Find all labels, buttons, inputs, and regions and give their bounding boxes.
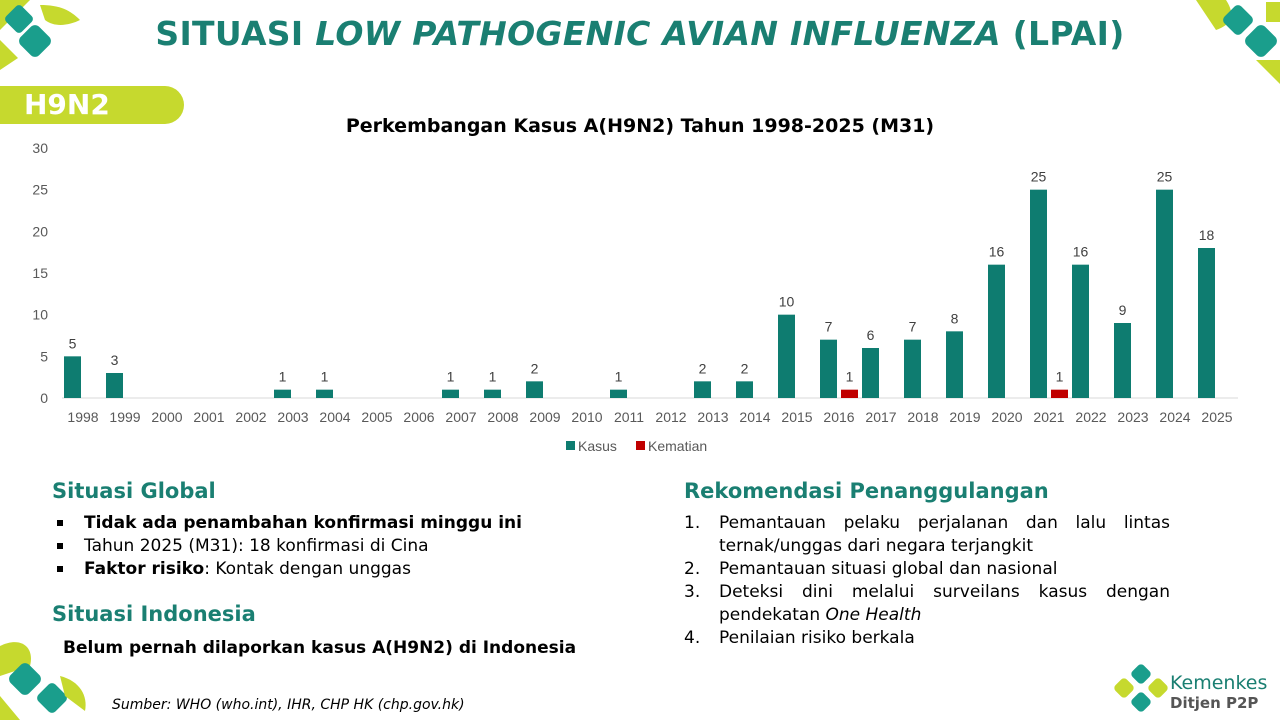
bar-kasus — [694, 381, 711, 398]
data-label: 3 — [110, 352, 119, 368]
logo-name: Kemenkes — [1170, 672, 1268, 694]
chart-title: Perkembangan Kasus A(H9N2) Tahun 1998-2025 (M31) — [345, 115, 935, 137]
data-label: 8 — [950, 310, 959, 327]
y-tick-label: 5 — [40, 348, 48, 365]
data-label: 1 — [446, 368, 455, 385]
x-tick-label: 2013 — [697, 409, 729, 425]
page-title: SITUASI LOW PATHOGENIC AVIAN INFLUENZA (LPAI) — [155, 14, 1125, 53]
bar-kasus — [442, 390, 459, 398]
y-tick-label: 30 — [32, 140, 48, 156]
x-tick-label: 2022 — [1075, 409, 1107, 425]
data-label: 1 — [278, 368, 287, 385]
data-label: 10 — [778, 293, 795, 310]
bar-kasus — [1030, 190, 1047, 398]
y-tick-label: 0 — [40, 390, 48, 406]
data-label: 18 — [1198, 227, 1215, 243]
recommendation-list — [684, 512, 1170, 650]
x-tick-label: 2012 — [655, 409, 687, 425]
x-tick-label: 2004 — [319, 409, 351, 425]
data-label: 1 — [488, 368, 497, 385]
x-tick-label: 2011 — [613, 409, 645, 425]
bar-kasus — [946, 331, 963, 398]
x-tick-label: 2024 — [1159, 409, 1191, 425]
legend-swatch-kasus — [566, 441, 575, 450]
data-label: 2 — [530, 360, 539, 377]
bar-kasus — [778, 315, 795, 398]
x-tick-label: 2014 — [739, 409, 771, 425]
bar-chart — [0, 130, 1280, 465]
legend-swatch-kematian — [636, 441, 645, 450]
recommendation-item-2: 2. Pemantauan situasi global dan nasional — [684, 559, 1058, 579]
recommendation-item-3: 3. Deteksi dini melalui surveilans kasus dengan pendekatan One Health — [684, 582, 1170, 625]
bar-kasus — [1114, 323, 1131, 398]
data-label: 9 — [1118, 302, 1127, 318]
recommendation-heading: Rekomendasi Penanggulangan — [684, 479, 1049, 503]
x-tick-label: 2002 — [235, 409, 267, 425]
data-label: 25 — [1030, 168, 1047, 185]
data-label: 1 — [320, 368, 329, 385]
x-tick-label: 2010 — [571, 409, 603, 425]
global-list — [54, 512, 614, 581]
logo-sub: Ditjen P2P — [1170, 694, 1259, 712]
x-tick-label: 2025 — [1201, 409, 1233, 425]
bar-kematian — [841, 390, 858, 398]
data-label: 2 — [698, 360, 707, 377]
x-tick-label: 2001 — [193, 409, 225, 425]
bar-kasus — [316, 390, 333, 398]
bar-kematian — [1051, 390, 1068, 398]
bar-kasus — [1156, 190, 1173, 398]
x-tick-label: 2008 — [487, 409, 519, 425]
x-tick-label: 2003 — [277, 409, 309, 425]
bar-kasus — [820, 340, 837, 398]
bar-kasus — [610, 390, 627, 398]
bar-kasus — [904, 340, 921, 398]
data-label: 6 — [866, 327, 875, 343]
y-tick-label: 20 — [32, 223, 48, 240]
data-label: 7 — [908, 318, 917, 335]
bar-kasus — [1072, 265, 1089, 398]
recommendation-item-1: 1. Pemantauan pelaku perjalanan dan lalu lintas ternak/unggas dari negara terjangkit — [684, 513, 1170, 556]
indonesia-text: Belum pernah dilaporkan kasus A(H9N2) di Indonesia — [63, 638, 577, 658]
global-item-3: Faktor risiko: Kontak dengan unggas — [54, 558, 614, 581]
data-label: 5 — [68, 335, 77, 352]
bar-kasus — [526, 381, 543, 398]
subtype-tag-label: H9N2 — [24, 88, 110, 121]
bar-kasus — [1198, 248, 1215, 398]
data-label: 7 — [824, 318, 833, 335]
x-tick-label: 2015 — [781, 409, 813, 425]
x-tick-label: 2018 — [907, 409, 939, 425]
y-tick-label: 25 — [32, 181, 48, 198]
data-label: 25 — [1156, 168, 1173, 185]
x-tick-label: 2019 — [949, 409, 981, 425]
legend-label-kematian: Kematian — [648, 438, 708, 454]
recommendation-item-4: 4. Penilaian risiko berkala — [684, 628, 915, 648]
y-tick-label: 10 — [32, 306, 48, 323]
x-tick-label: 1999 — [109, 409, 141, 425]
x-tick-label: 2020 — [991, 409, 1023, 425]
x-tick-label: 2016 — [823, 409, 855, 425]
data-label: 1 — [1055, 368, 1064, 385]
bar-kasus — [274, 390, 291, 398]
data-label: 1 — [845, 368, 854, 385]
global-heading: Situasi Global — [52, 479, 216, 503]
kemenkes-logo-icon — [1114, 664, 1168, 714]
legend-label-kasus: Kasus — [578, 438, 617, 454]
bar-kasus — [64, 356, 81, 398]
bar-kasus — [736, 381, 753, 398]
y-tick-label: 15 — [32, 265, 48, 281]
global-item-1: Tidak ada penambahan konfirmasi minggu ini — [54, 512, 614, 535]
bar-kasus — [988, 265, 1005, 398]
x-tick-label: 2023 — [1117, 409, 1149, 425]
source-note: Sumber: WHO (who.int), IHR, CHP HK (chp.gov.hk) — [112, 697, 465, 713]
data-label: 16 — [1072, 243, 1089, 260]
data-label: 16 — [988, 243, 1005, 260]
data-label: 2 — [740, 360, 749, 377]
x-tick-label: 2021 — [1033, 409, 1065, 425]
x-tick-label: 1998 — [67, 409, 99, 425]
bar-kasus — [106, 373, 123, 398]
indonesia-heading: Situasi Indonesia — [52, 602, 256, 626]
bar-kasus — [862, 348, 879, 398]
x-tick-label: 2000 — [151, 409, 183, 425]
global-item-2: Tahun 2025 (M31): 18 konfirmasi di Cina — [54, 535, 614, 558]
x-tick-label: 2006 — [403, 409, 435, 425]
x-tick-label: 2007 — [445, 409, 477, 425]
x-tick-label: 2017 — [865, 409, 897, 425]
data-label: 1 — [614, 368, 623, 385]
x-tick-label: 2005 — [361, 409, 393, 425]
bar-kasus — [484, 390, 501, 398]
x-tick-label: 2009 — [529, 409, 561, 425]
